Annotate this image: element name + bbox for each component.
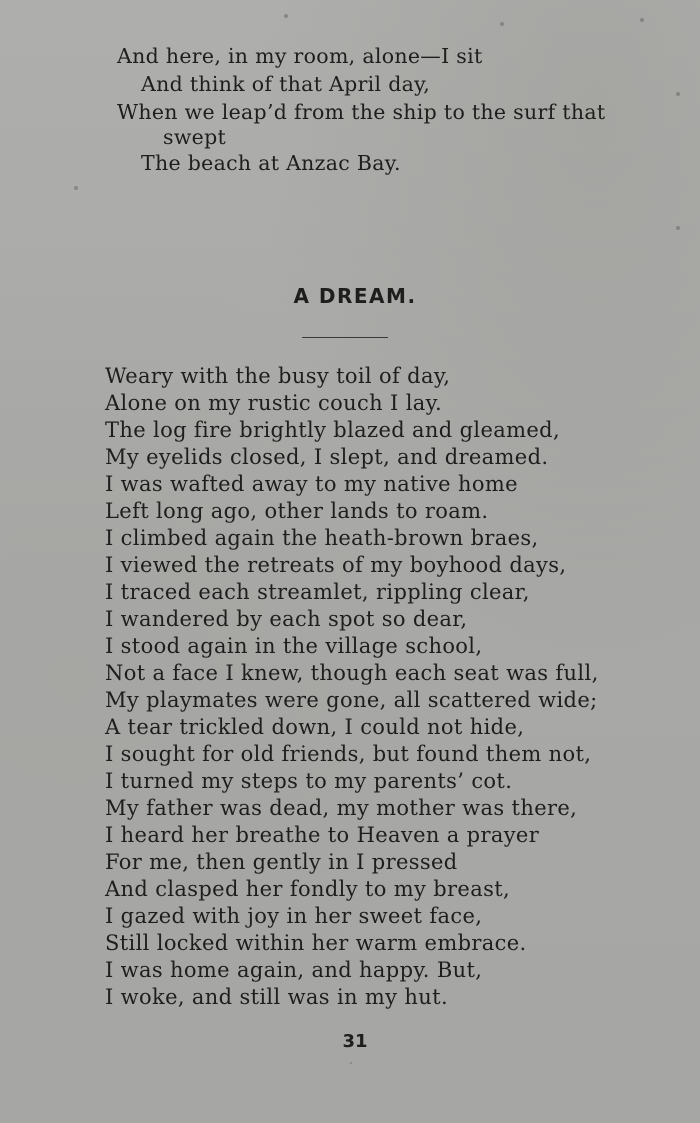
poem-line: I stood again in the village school, <box>105 634 483 658</box>
poem-line: My playmates were gone, all scattered wide; <box>105 688 598 712</box>
poem-line: A tear trickled down, I could not hide, <box>105 715 525 739</box>
poem-line: Alone on my rustic couch I lay. <box>105 391 443 415</box>
stanza-line: swept <box>163 125 227 149</box>
poem-line: I gazed with joy in her sweet face, <box>105 904 483 928</box>
paper-speck <box>284 14 288 18</box>
poem-line: Weary with the busy toil of day, <box>105 364 451 388</box>
poem-line: My father was dead, my mother was there, <box>105 796 578 820</box>
poem-line: Still locked within her warm embrace. <box>105 931 527 955</box>
poem-line: I viewed the retreats of my boyhood days, <box>105 553 567 577</box>
poem-line: I traced each streamlet, rippling clear, <box>105 580 530 604</box>
poem-line: I was home again, and happy. But, <box>105 958 483 982</box>
poem-line: I wandered by each spot so dear, <box>105 607 468 631</box>
stanza-line: The beach at Anzac Bay. <box>141 151 401 175</box>
paper-speck <box>74 186 78 190</box>
page-number: 31 <box>342 1031 368 1052</box>
poem-line: I heard her breathe to Heaven a prayer <box>105 823 540 847</box>
poem-line: For me, then gently in I pressed <box>105 850 458 874</box>
poem-line: And clasped her fondly to my breast, <box>105 877 511 901</box>
stanza-line: When we leap’d from the ship to the surf that <box>117 100 606 124</box>
paper-speck <box>640 18 644 22</box>
paper-speck <box>676 92 680 96</box>
paper-speck <box>500 22 504 26</box>
paper-speck <box>676 226 680 230</box>
poem-line: Left long ago, other lands to roam. <box>105 499 489 523</box>
poem-line: I climbed again the heath-brown braes, <box>105 526 539 550</box>
poem-line: The log fire brightly blazed and gleamed, <box>105 418 560 442</box>
poem-line: I turned my steps to my parents’ cot. <box>105 769 513 793</box>
poem-line: I was wafted away to my native home <box>105 472 518 496</box>
poem-line: I sought for old friends, but found them not, <box>105 742 592 766</box>
stanza-line: And here, in my room, alone—I sit <box>117 44 483 68</box>
stanza-line: And think of that April day, <box>141 72 431 96</box>
title-divider <box>302 337 388 338</box>
poem-line: I woke, and still was in my hut. <box>105 985 448 1009</box>
poem-line: My eyelids closed, I slept, and dreamed. <box>105 445 549 469</box>
poem-title: A DREAM. <box>293 284 417 308</box>
paper-speck <box>350 1062 352 1064</box>
poem-line: Not a face I knew, though each seat was full, <box>105 661 599 685</box>
